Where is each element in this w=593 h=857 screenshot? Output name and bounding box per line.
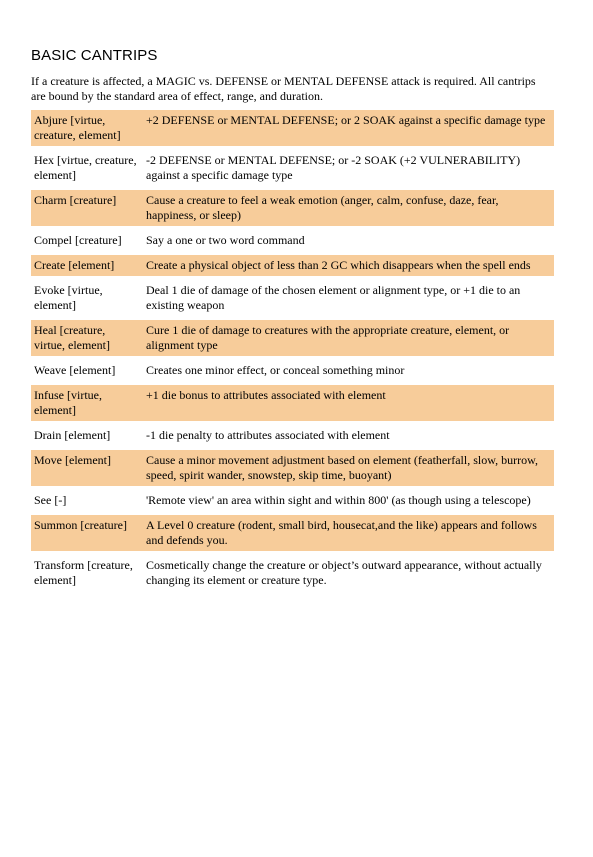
cantrip-description-cell: Cause a creature to feel a weak emotion (anger, calm, confuse, daze, fear, happiness, or sleep) — [143, 190, 554, 226]
cantrip-name-cell: Compel [creature] — [31, 230, 143, 251]
cantrip-name-cell: See [-] — [31, 490, 143, 511]
cantrip-description-cell: A Level 0 creature (rodent, small bird, housecat,and the like) appears and follows and defends you. — [143, 515, 554, 551]
cantrip-description-cell: Deal 1 die of damage of the chosen element or alignment type, or +1 die to an existing weapon — [143, 280, 554, 316]
cantrip-description-cell: +2 DEFENSE or MENTAL DEFENSE; or 2 SOAK against a specific damage type — [143, 110, 554, 146]
table-row — [31, 425, 554, 446]
cantrip-name-cell: Transform [creature, element] — [31, 555, 143, 591]
table-row — [31, 555, 554, 591]
cantrips-table — [31, 106, 554, 595]
cantrip-description-cell: Say a one or two word command — [143, 230, 554, 251]
cantrip-name-cell: Hex [virtue, creature, element] — [31, 150, 143, 186]
cantrips-table-body — [31, 110, 554, 591]
table-row — [31, 360, 554, 381]
cantrip-description-cell: Create a physical object of less than 2 GC which disappears when the spell ends — [143, 255, 554, 276]
cantrip-name-cell: Charm [creature] — [31, 190, 143, 226]
cantrip-description-cell: Cause a minor movement adjustment based on element (featherfall, slow, burrow, speed, spirit wander, snowstep, skip time, buoyant) — [143, 450, 554, 486]
cantrip-name-cell: Infuse [virtue, element] — [31, 385, 143, 421]
cantrip-name-cell: Weave [element] — [31, 360, 143, 381]
cantrip-name-cell: Evoke [virtue, element] — [31, 280, 143, 316]
intro-paragraph: If a creature is affected, a MAGIC vs. DEFENSE or MENTAL DEFENSE attack is required. All cantrips are bound by the standard area of effect, range, and duration. — [31, 74, 536, 103]
table-row — [31, 490, 554, 511]
table-row — [31, 190, 554, 226]
cantrip-description-cell: -1 die penalty to attributes associated with element — [143, 425, 554, 446]
section-heading: BASIC CANTRIPS — [31, 47, 158, 64]
table-row — [31, 515, 554, 551]
table-row — [31, 255, 554, 276]
cantrip-description-cell: +1 die bonus to attributes associated with element — [143, 385, 554, 421]
table-row — [31, 280, 554, 316]
cantrip-name-cell: Drain [element] — [31, 425, 143, 446]
cantrip-name-cell: Move [element] — [31, 450, 143, 486]
table-row — [31, 150, 554, 186]
cantrip-description-cell: Cosmetically change the creature or object’s outward appearance, without actually changing its element or creature type. — [143, 555, 554, 591]
table-row — [31, 385, 554, 421]
table-row — [31, 110, 554, 146]
table-row — [31, 450, 554, 486]
cantrip-name-cell: Abjure [virtue, creature, element] — [31, 110, 143, 146]
cantrip-description-cell: Cure 1 die of damage to creatures with the appropriate creature, element, or alignment type — [143, 320, 554, 356]
cantrip-name-cell: Create [element] — [31, 255, 143, 276]
table-row — [31, 230, 554, 251]
cantrip-name-cell: Summon [creature] — [31, 515, 143, 551]
cantrip-description-cell: Creates one minor effect, or conceal something minor — [143, 360, 554, 381]
document-page — [31, 47, 561, 595]
table-row — [31, 320, 554, 356]
cantrip-name-cell: Heal [creature, virtue, element] — [31, 320, 143, 356]
cantrip-description-cell: -2 DEFENSE or MENTAL DEFENSE; or -2 SOAK (+2 VULNERABILITY) against a specific damage type — [143, 150, 554, 186]
cantrip-description-cell: 'Remote view' an area within sight and within 800' (as though using a telescope) — [143, 490, 554, 511]
